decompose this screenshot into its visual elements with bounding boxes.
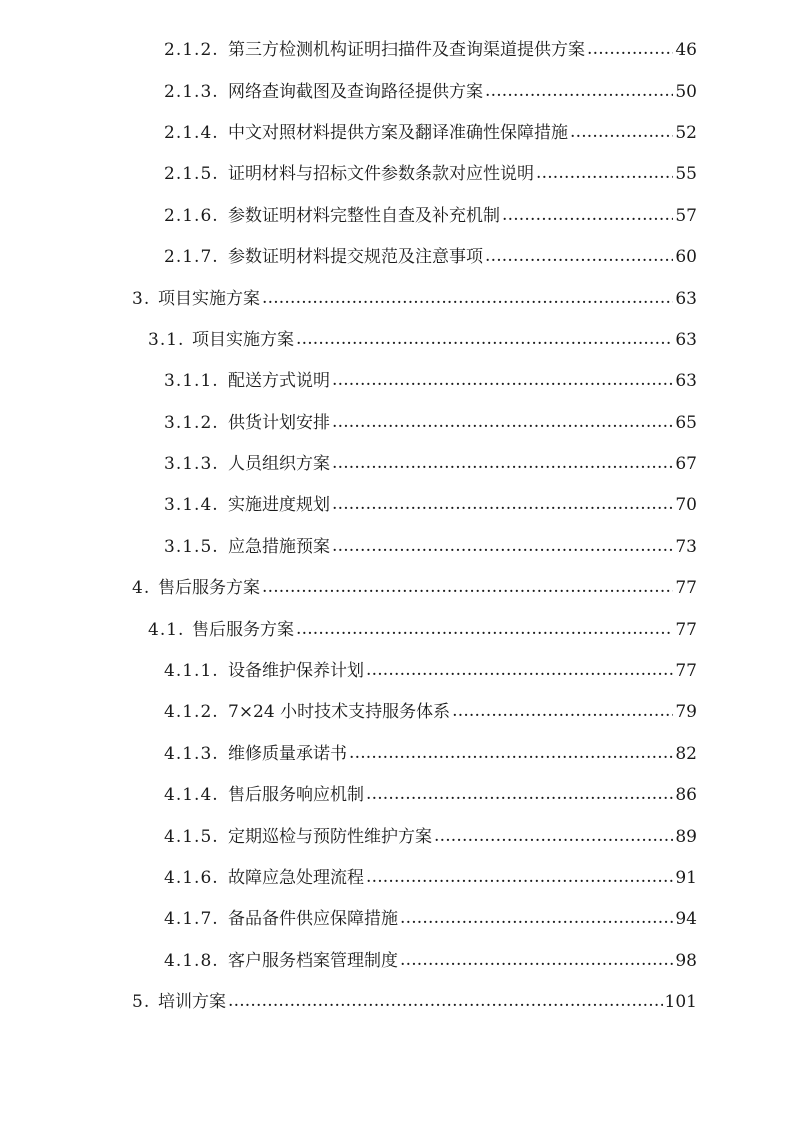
toc-entry-title: 实施进度规划 xyxy=(228,495,330,516)
toc-entry-page: 63 xyxy=(675,371,697,392)
toc-entry-number: 4.1.3. xyxy=(164,743,219,764)
toc-entry-number: 2.1.4. xyxy=(164,122,219,143)
toc-dot-leader xyxy=(332,373,673,390)
toc-entry-title: 供货计划安排 xyxy=(228,412,330,433)
toc-entry-4[interactable] xyxy=(0,568,793,609)
toc-entry-4-1-2[interactable] xyxy=(0,692,793,733)
toc-entry-5[interactable] xyxy=(0,982,793,1023)
toc-entry-number: 2.1.2. xyxy=(164,40,219,61)
toc-entry-page: 46 xyxy=(675,40,697,61)
toc-dot-leader xyxy=(349,746,673,763)
toc-dot-leader xyxy=(570,125,673,142)
toc-entry-3-1-5[interactable] xyxy=(0,527,793,568)
toc-entry-title: 维修质量承诺书 xyxy=(228,743,347,764)
toc-entry-page: 73 xyxy=(675,536,697,557)
toc-dot-leader xyxy=(332,539,673,556)
toc-dot-leader xyxy=(485,249,673,266)
toc-entry-3-1-2[interactable] xyxy=(0,403,793,444)
toc-entry-page: 52 xyxy=(675,122,697,143)
toc-entry-number: 2.1.7. xyxy=(164,247,219,268)
toc-entry-title: 参数证明材料提交规范及注意事项 xyxy=(228,247,483,268)
toc-entry-title: 中文对照材料提供方案及翻译准确性保障措施 xyxy=(228,122,568,143)
toc-entry-page: 94 xyxy=(675,909,697,930)
toc-entry-title: 培训方案 xyxy=(158,992,226,1013)
toc-entry-number: 3.1.4. xyxy=(164,495,219,516)
toc-entry-title: 定期巡检与预防性维护方案 xyxy=(228,826,432,847)
toc-entry-number: 4.1.8. xyxy=(164,950,219,971)
toc-dot-leader xyxy=(262,291,673,308)
toc-entry-3-1-4[interactable] xyxy=(0,485,793,526)
toc-entry-title: 第三方检测机构证明扫描件及查询渠道提供方案 xyxy=(228,40,585,61)
toc-entry-2-1-5[interactable] xyxy=(0,154,793,195)
toc-dot-leader xyxy=(452,704,673,721)
toc-entry-number: 5. xyxy=(132,992,151,1013)
toc-entry-title: 备品备件供应保障措施 xyxy=(228,909,398,930)
toc-entry-title: 配送方式说明 xyxy=(228,371,330,392)
toc-dot-leader xyxy=(366,787,673,804)
toc-entry-number: 2.1.3. xyxy=(164,81,219,102)
toc-entry-number: 2.1.5. xyxy=(164,164,219,185)
toc-entry-page: 79 xyxy=(675,702,697,723)
toc-entry-number: 2.1.6. xyxy=(164,205,219,226)
table-of-contents xyxy=(0,30,793,1023)
toc-entry-number: 3. xyxy=(132,288,151,309)
toc-entry-number: 4.1.1. xyxy=(164,661,219,682)
toc-entry-2-1-7[interactable] xyxy=(0,237,793,278)
toc-entry-2-1-4[interactable] xyxy=(0,113,793,154)
toc-entry-page: 77 xyxy=(675,661,697,682)
toc-entry-title: 7×24 小时技术支持服务体系 xyxy=(228,702,451,723)
toc-entry-title: 网络查询截图及查询路径提供方案 xyxy=(228,81,483,102)
toc-entry-title: 设备维护保养计划 xyxy=(228,661,364,682)
toc-dot-leader xyxy=(400,953,673,970)
toc-entry-4-1-7[interactable] xyxy=(0,899,793,940)
toc-entry-number: 3.1.3. xyxy=(164,454,219,475)
toc-entry-number: 3.1. xyxy=(148,329,185,350)
toc-dot-leader xyxy=(536,166,673,183)
toc-entry-title: 人员组织方案 xyxy=(228,454,330,475)
toc-entry-page: 70 xyxy=(675,495,697,516)
toc-dot-leader xyxy=(332,456,673,473)
toc-entry-page: 57 xyxy=(675,205,697,226)
toc-entry-4-1[interactable] xyxy=(0,609,793,650)
toc-entry-page: 98 xyxy=(675,950,697,971)
toc-dot-leader xyxy=(262,580,673,597)
toc-entry-number: 4.1.7. xyxy=(164,909,219,930)
toc-entry-page: 91 xyxy=(675,868,697,888)
toc-entry-2-1-3[interactable] xyxy=(0,71,793,112)
toc-entry-page: 50 xyxy=(675,81,697,102)
toc-entry-title: 客户服务档案管理制度 xyxy=(228,950,398,971)
toc-dot-leader xyxy=(587,42,673,59)
toc-entry-number: 3.1.1. xyxy=(164,371,219,392)
toc-entry-4-1-1[interactable] xyxy=(0,651,793,692)
toc-dot-leader xyxy=(434,829,673,846)
toc-dot-leader xyxy=(332,497,673,514)
toc-entry-3[interactable] xyxy=(0,278,793,319)
toc-dot-leader xyxy=(296,622,673,639)
toc-entry-title: 证明材料与招标文件参数条款对应性说明 xyxy=(228,164,534,185)
toc-entry-page: 89 xyxy=(675,826,697,847)
toc-entry-number: 4.1.6. xyxy=(164,868,219,888)
toc-entry-title: 故障应急处理流程 xyxy=(228,868,364,888)
toc-entry-number: 4.1.5. xyxy=(164,826,219,847)
toc-entry-title: 售后服务方案 xyxy=(158,578,260,599)
toc-entry-number: 4. xyxy=(132,578,151,599)
toc-entry-4-1-3[interactable] xyxy=(0,734,793,775)
toc-entry-title: 应急措施预案 xyxy=(228,536,330,557)
toc-entry-4-1-4[interactable] xyxy=(0,775,793,816)
toc-dot-leader xyxy=(485,84,673,101)
toc-entry-2-1-6[interactable] xyxy=(0,196,793,237)
toc-entry-page: 77 xyxy=(675,619,697,640)
toc-dot-leader xyxy=(366,663,673,680)
toc-entry-page: 86 xyxy=(675,785,697,806)
toc-entry-page: 67 xyxy=(675,454,697,475)
toc-entry-number: 3.1.2. xyxy=(164,412,219,433)
toc-entry-page: 101 xyxy=(664,992,697,1013)
toc-entry-3-1-1[interactable] xyxy=(0,361,793,402)
toc-entry-2-1-2[interactable] xyxy=(0,30,793,71)
toc-entry-number: 4.1.4. xyxy=(164,785,219,806)
toc-entry-title: 项目实施方案 xyxy=(158,288,260,309)
toc-entry-3-1[interactable] xyxy=(0,320,793,361)
toc-entry-page: 55 xyxy=(675,164,697,185)
toc-entry-page: 82 xyxy=(675,743,697,764)
toc-entry-3-1-3[interactable] xyxy=(0,444,793,485)
toc-entry-title: 参数证明材料完整性自查及补充机制 xyxy=(228,205,500,226)
toc-entry-4-1-5[interactable] xyxy=(0,816,793,857)
toc-entry-title: 售后服务响应机制 xyxy=(228,785,364,806)
toc-entry-number: 3.1.5. xyxy=(164,536,219,557)
toc-entry-number: 4.1. xyxy=(148,619,185,640)
toc-entry-4-1-8[interactable] xyxy=(0,941,793,982)
toc-entry-page: 60 xyxy=(675,247,697,268)
toc-entry-number: 4.1.2. xyxy=(164,702,219,723)
toc-entry-4-1-6[interactable] xyxy=(0,858,793,899)
toc-dot-leader xyxy=(400,911,673,928)
toc-dot-leader xyxy=(332,415,673,432)
toc-entry-page: 63 xyxy=(675,329,697,350)
toc-dot-leader xyxy=(296,332,673,349)
toc-entry-title: 售后服务方案 xyxy=(192,619,294,640)
toc-dot-leader xyxy=(366,870,673,887)
toc-entry-page: 65 xyxy=(675,412,697,433)
toc-dot-leader xyxy=(228,994,663,1011)
toc-dot-leader xyxy=(502,208,673,225)
toc-entry-title: 项目实施方案 xyxy=(192,329,294,350)
toc-entry-page: 77 xyxy=(675,578,697,599)
toc-entry-page: 63 xyxy=(675,288,697,309)
